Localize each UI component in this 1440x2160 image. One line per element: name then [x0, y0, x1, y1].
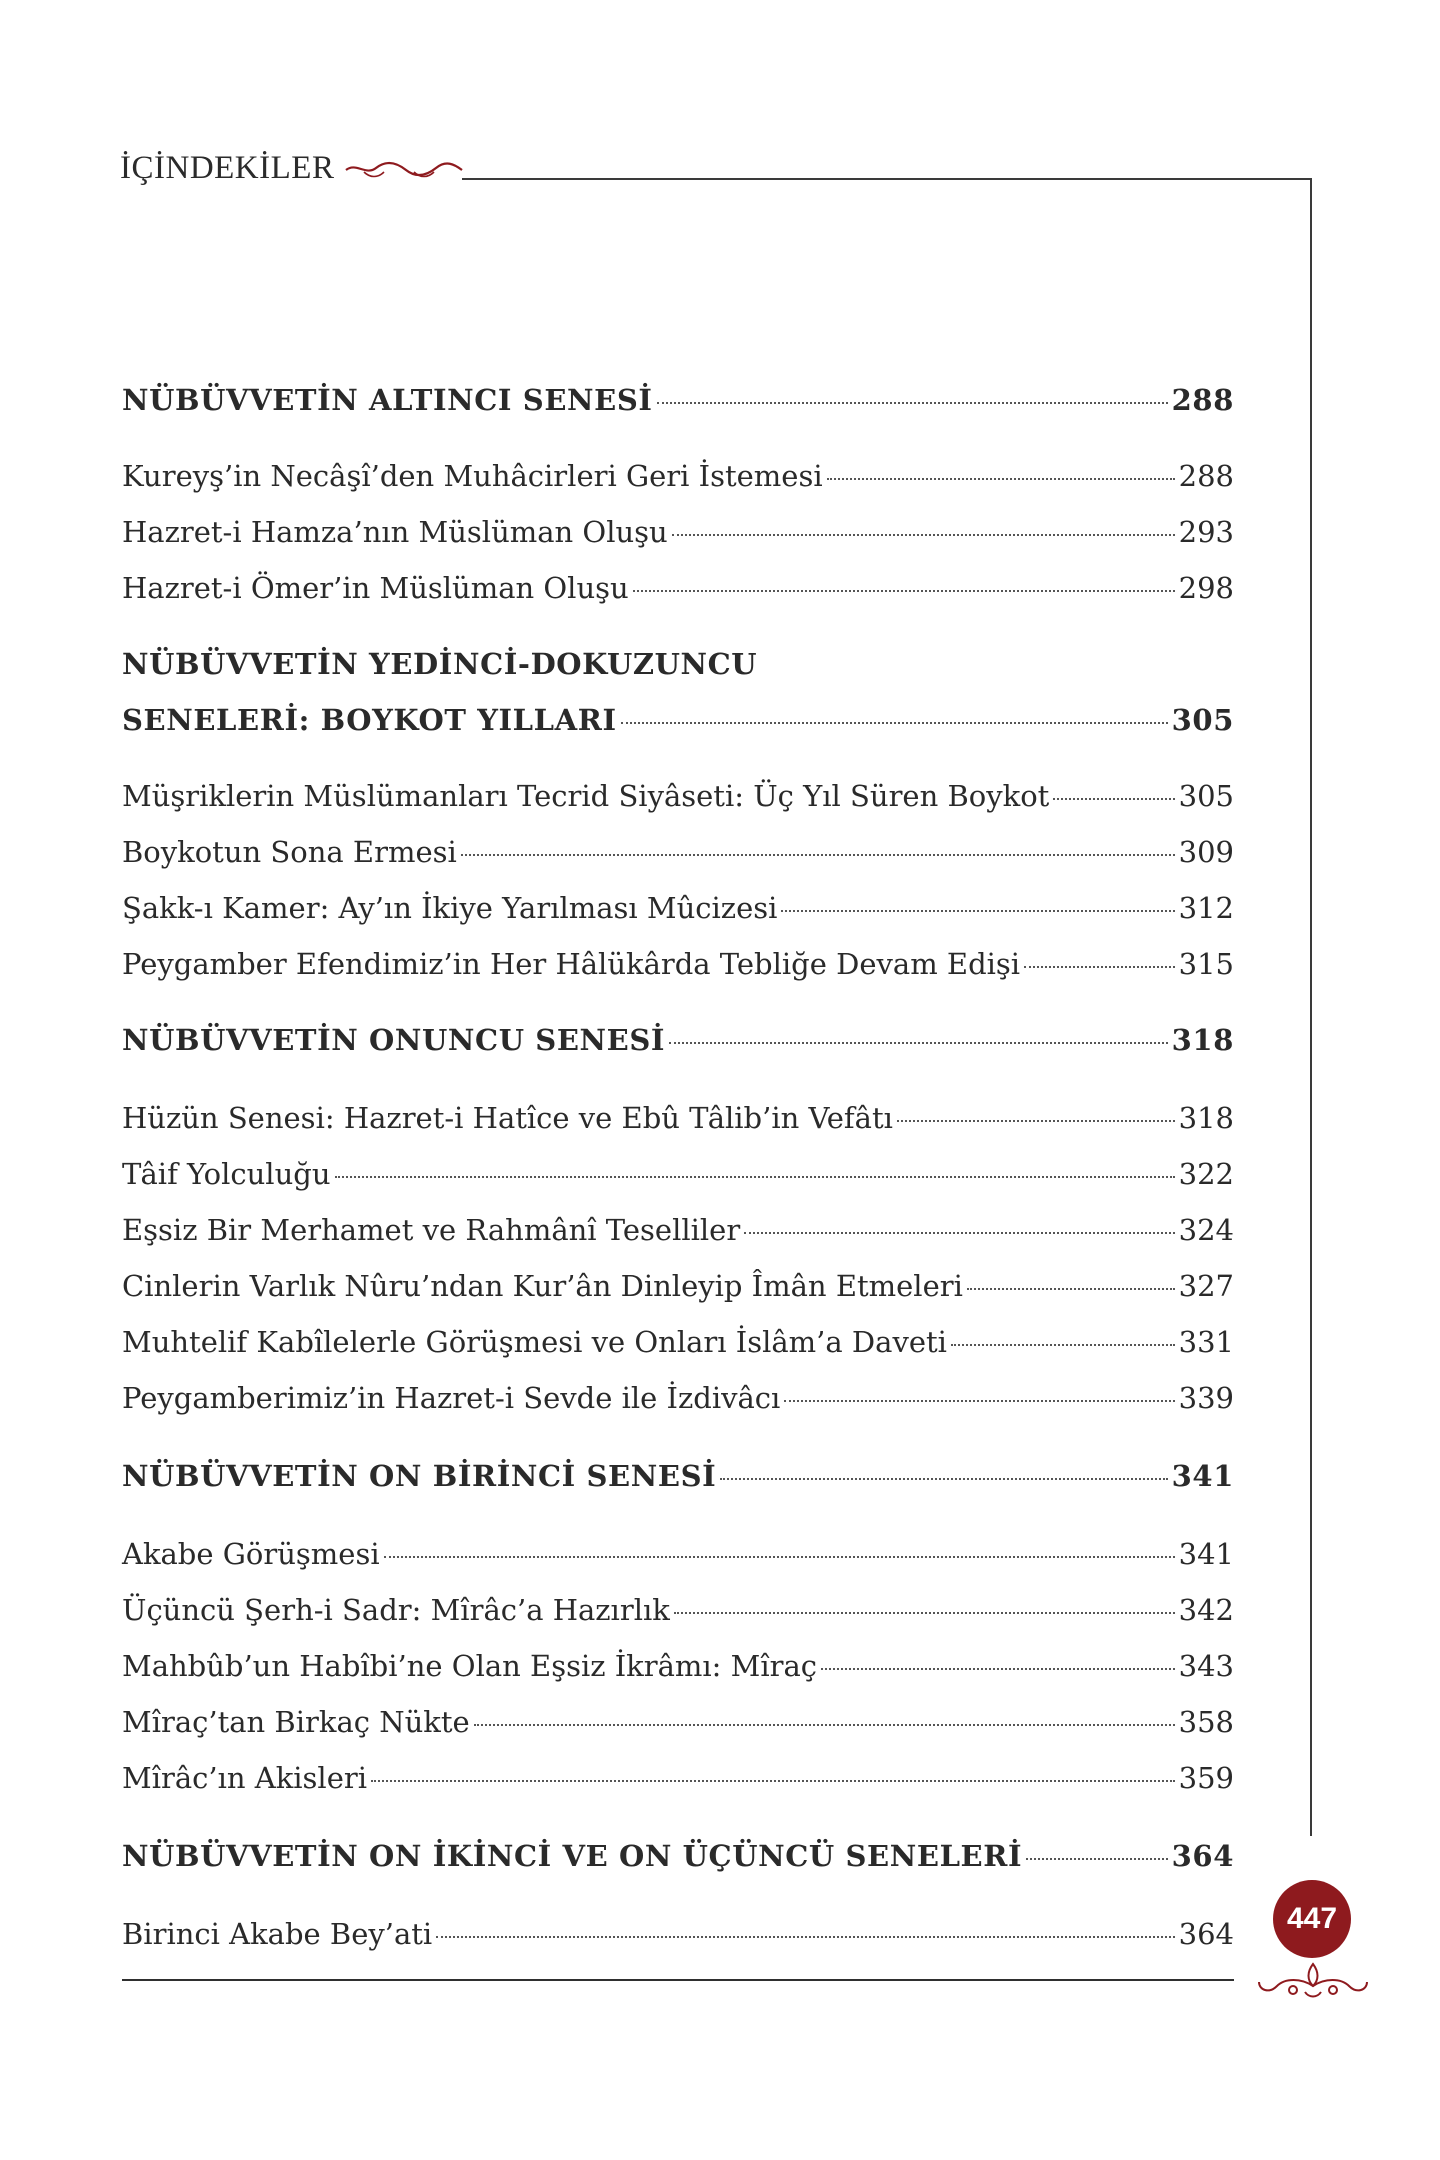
- toc-page-number: 339: [1178, 1381, 1234, 1415]
- toc-label: Cinlerin Varlık Nûru’ndan Kur’ân Dinleyip Îmân Etmeleri: [122, 1269, 963, 1303]
- toc-label: Muhtelif Kabîlelerle Görüşmesi ve Onları İslâm’a Daveti: [122, 1325, 947, 1359]
- toc-label: Mîrâc’ın Akisleri: [122, 1761, 367, 1795]
- toc-label: Mahbûb’un Habîbi’ne Olan Eşsiz İkrâmı: Mîraç: [122, 1649, 818, 1683]
- page-header: [120, 150, 464, 187]
- toc-label: NÜBÜVVETİN ON BİRİNCİ SENESİ: [122, 1459, 717, 1493]
- toc-page-number: 331: [1178, 1325, 1234, 1359]
- leader-dots: [897, 1120, 1175, 1122]
- ornament-icon: [344, 158, 464, 180]
- toc-entry: [122, 568, 1234, 608]
- toc-entry: [122, 1154, 1234, 1194]
- leader-dots: [672, 534, 1175, 536]
- toc-label: SENELERİ: BOYKOT YILLARI: [122, 703, 617, 737]
- toc-entry: [122, 1914, 1234, 1954]
- toc-label: Hazret-i Hamza’nın Müslüman Oluşu: [122, 515, 668, 549]
- toc-entry: [122, 944, 1234, 984]
- toc-page-number: 364: [1178, 1917, 1234, 1951]
- frame-right-rule: [1310, 178, 1312, 1836]
- leader-dots: [951, 1344, 1175, 1346]
- toc-section: [122, 644, 1234, 684]
- toc-page-number: 359: [1178, 1761, 1234, 1795]
- toc-label: NÜBÜVVETİN ALTINCI SENESİ: [122, 383, 653, 417]
- leader-dots: [371, 1780, 1175, 1782]
- leader-dots: [781, 910, 1174, 912]
- toc-label: Eşsiz Bir Merhamet ve Rahmânî Teselliler: [122, 1213, 741, 1247]
- toc-entry: [122, 1210, 1234, 1250]
- toc-page-number: 293: [1178, 515, 1234, 549]
- toc-section: [122, 1020, 1234, 1060]
- toc-section: [122, 380, 1234, 420]
- toc-label: Tâif Yolculuğu: [122, 1157, 331, 1191]
- toc-page-number: 305: [1171, 703, 1234, 737]
- toc-entry: [122, 456, 1234, 496]
- leader-dots: [621, 722, 1168, 724]
- toc-label: Hazret-i Ömer’in Müslüman Oluşu: [122, 571, 629, 605]
- leader-dots: [1026, 1858, 1168, 1860]
- toc-page-number: 341: [1178, 1537, 1234, 1571]
- toc-entry: [122, 1322, 1234, 1362]
- leader-dots: [461, 854, 1175, 856]
- toc-page-number: 327: [1178, 1269, 1234, 1303]
- leader-dots: [827, 478, 1175, 480]
- toc-page-number: 318: [1178, 1101, 1234, 1135]
- toc-entry: [122, 1378, 1234, 1418]
- toc-page-number: 305: [1178, 779, 1234, 813]
- leader-dots: [744, 1232, 1174, 1234]
- toc-label: NÜBÜVVETİN YEDİNCİ-DOKUZUNCU: [122, 647, 758, 681]
- header-title: İÇİNDEKİLER: [120, 150, 335, 186]
- leader-dots: [335, 1176, 1175, 1178]
- leader-dots: [1024, 966, 1175, 968]
- leader-dots: [657, 402, 1168, 404]
- toc-label: Akabe Görüşmesi: [122, 1537, 380, 1571]
- toc-page-number: 309: [1178, 835, 1234, 869]
- toc-entry: [122, 512, 1234, 552]
- toc-entry: [122, 1534, 1234, 1574]
- toc-label: NÜBÜVVETİN ON İKİNCİ VE ON ÜÇÜNCÜ SENELERİ: [122, 1839, 1023, 1873]
- leader-dots: [674, 1612, 1175, 1614]
- toc-section: [122, 700, 1234, 740]
- toc-label: Üçüncü Şerh-i Sadr: Mîrâc’a Hazırlık: [122, 1593, 670, 1627]
- toc-label: Boykotun Sona Ermesi: [122, 835, 457, 869]
- toc-page-number: 298: [1178, 571, 1234, 605]
- toc-page-number: 364: [1171, 1839, 1234, 1873]
- page-number-badge: 447: [1273, 1880, 1351, 1958]
- toc-label: Birinci Akabe Bey’ati: [122, 1917, 433, 1951]
- toc-entry: [122, 776, 1234, 816]
- leader-dots: [669, 1042, 1168, 1044]
- frame-top-rule: [462, 178, 1312, 180]
- toc-page-number: 288: [1178, 459, 1234, 493]
- toc-entry: [122, 1702, 1234, 1742]
- toc-page-number: 288: [1171, 383, 1234, 417]
- toc-page-number: 322: [1178, 1157, 1234, 1191]
- leader-dots: [474, 1724, 1175, 1726]
- toc-label: Müşriklerin Müslümanları Tecrid Siyâseti: Üç Yıl Süren Boykot: [122, 779, 1050, 813]
- toc-label: Peygamber Efendimiz’in Her Hâlükârda Tebliğe Devam Edişi: [122, 947, 1021, 981]
- toc-entry: [122, 1098, 1234, 1138]
- leader-dots: [821, 1668, 1175, 1670]
- toc-section: [122, 1456, 1234, 1496]
- toc-page-number: 358: [1178, 1705, 1234, 1739]
- toc-entry: [122, 1266, 1234, 1306]
- toc-page-number: 343: [1178, 1649, 1234, 1683]
- toc-label: Hüzün Senesi: Hazret-i Hatîce ve Ebû Tâlib’in Vefâtı: [122, 1101, 893, 1135]
- toc-label: Şakk-ı Kamer: Ay’ın İkiye Yarılması Mûcizesi: [122, 891, 778, 925]
- toc-page-number: 312: [1178, 891, 1234, 925]
- leader-dots: [784, 1400, 1174, 1402]
- toc-entry: [122, 1590, 1234, 1630]
- toc-section: [122, 1836, 1234, 1876]
- toc-label: Kureyş’in Necâşî’den Muhâcirleri Geri İstemesi: [122, 459, 823, 493]
- toc-entry: [122, 1758, 1234, 1798]
- flourish-icon: [1255, 1958, 1371, 2002]
- toc-entry: [122, 832, 1234, 872]
- leader-dots: [1053, 798, 1174, 800]
- leader-dots: [633, 590, 1175, 592]
- bottom-rule: [122, 1979, 1234, 1981]
- leader-dots: [384, 1556, 1175, 1558]
- toc-page-number: 342: [1178, 1593, 1234, 1627]
- toc-label: Mîraç’tan Birkaç Nükte: [122, 1705, 470, 1739]
- toc-page-number: 318: [1171, 1023, 1234, 1057]
- toc-entry: [122, 888, 1234, 928]
- toc-entry: [122, 1646, 1234, 1686]
- toc-label: Peygamberimiz’in Hazret-i Sevde ile İzdivâcı: [122, 1381, 781, 1415]
- toc-page-number: 324: [1178, 1213, 1234, 1247]
- leader-dots: [436, 1936, 1174, 1938]
- leader-dots: [720, 1478, 1167, 1480]
- leader-dots: [967, 1288, 1175, 1290]
- toc-label: NÜBÜVVETİN ONUNCU SENESİ: [122, 1023, 666, 1057]
- toc-page-number: 341: [1171, 1459, 1234, 1493]
- toc-page-number: 315: [1178, 947, 1234, 981]
